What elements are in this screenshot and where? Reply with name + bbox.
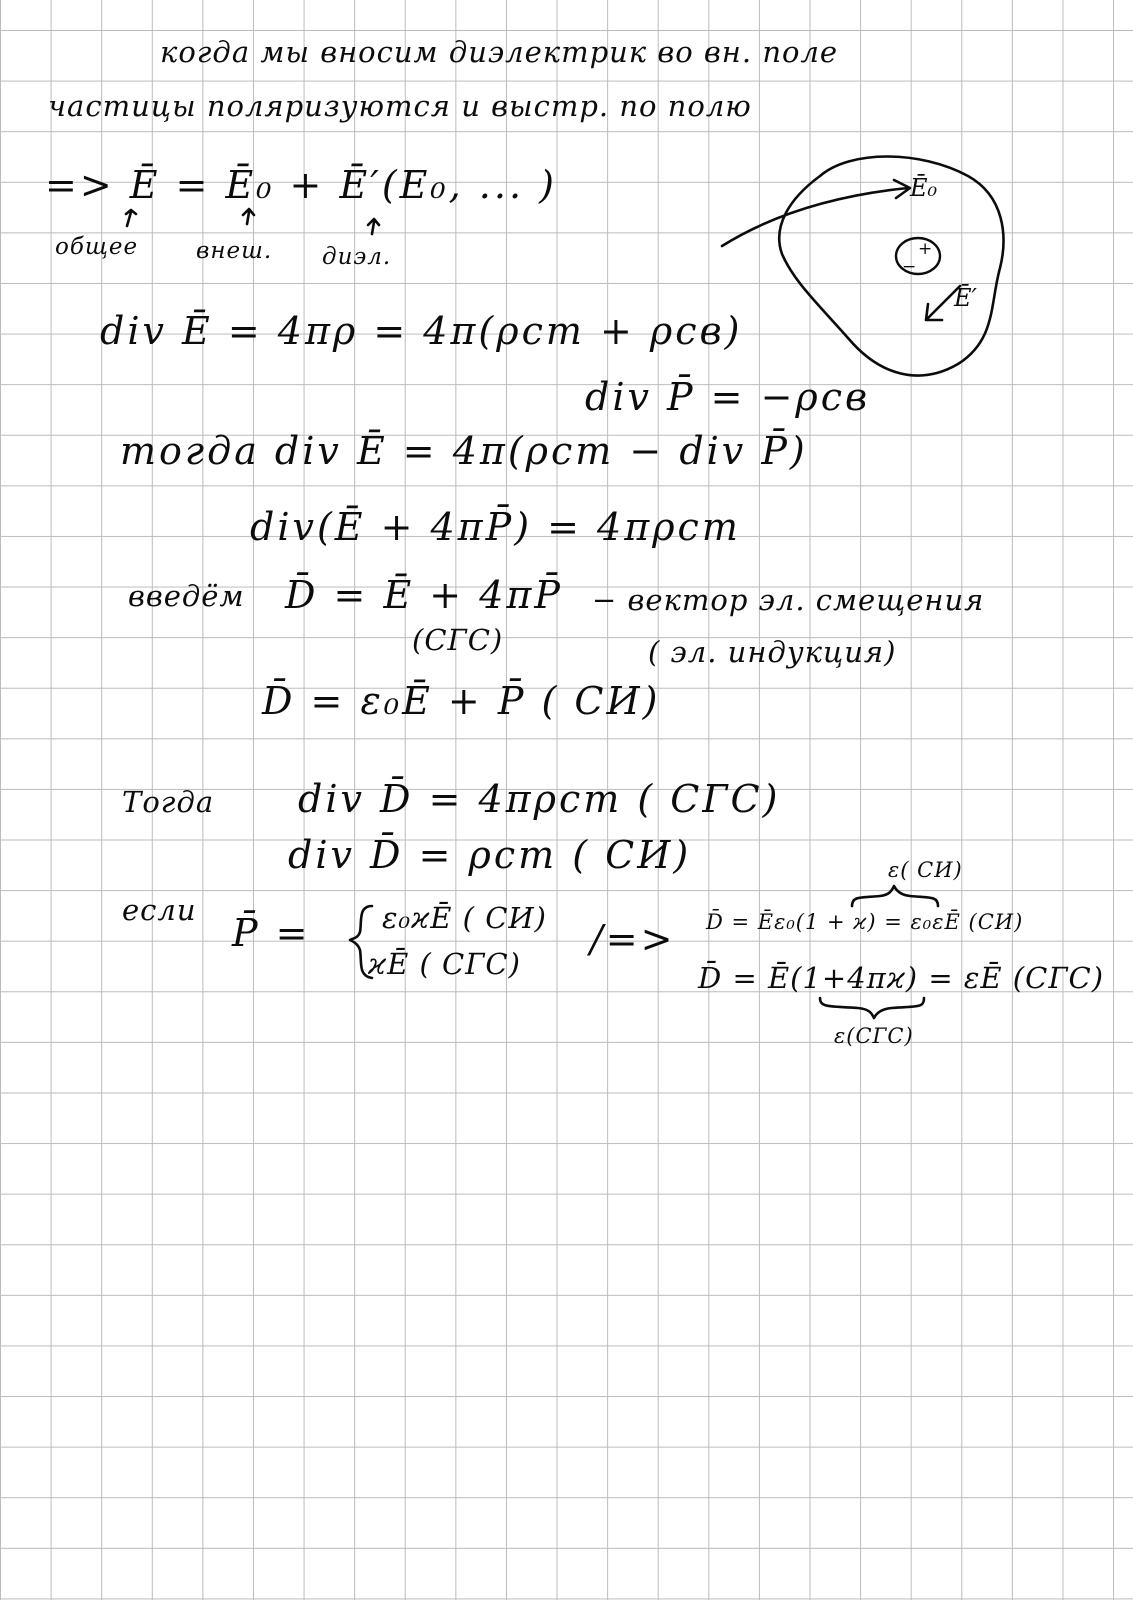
plus-sign: +	[918, 239, 933, 259]
equation-p-cgs: ϰĒ ( СГС)	[368, 947, 521, 981]
text-displacement-vector: − вектор эл. смещения	[592, 583, 985, 617]
equation-div-d-cgs: div D̄ = 4πρст ( СГС)	[298, 777, 781, 821]
label-cgs-1: (СГС)	[412, 623, 504, 657]
label-total: общее	[55, 234, 139, 260]
implication-arrow: /=>	[590, 917, 676, 961]
equation-p-lhs: P̄ =	[232, 911, 311, 955]
overbrace-si	[852, 886, 938, 906]
field-line-e0	[722, 180, 910, 246]
eprime-label: Ē′	[954, 284, 977, 312]
equation-div-p: div P̄ = −ρсв	[585, 375, 871, 419]
equation-div-d-si: div D̄ = ρст ( СИ)	[288, 833, 692, 877]
equation-div-e-substituted: тогда div Ē = 4π(ρст − div P̄)	[120, 429, 808, 473]
equation-field-superposition: => Ē = Ē₀ + Ē′(E₀, ... )	[45, 163, 557, 207]
text-electric-induction: ( эл. индукция)	[648, 635, 897, 669]
equation-d-definition-si: D̄ = ε₀Ē + P̄ ( СИ)	[262, 679, 661, 723]
equation-div-e-plus-p: div(Ē + 4πP̄) = 4πρст	[250, 505, 741, 549]
equation-div-e: div Ē = 4πρ = 4π(ρст + ρсв)	[100, 309, 743, 353]
equation-p-si: ε₀ϰĒ ( СИ)	[382, 901, 547, 935]
minus-sign: −	[902, 257, 917, 277]
underbrace-cgs	[820, 998, 924, 1018]
equation-d-result-si: D̄ = Ēε₀(1 + ϰ) = ε₀εĒ (СИ)	[706, 910, 1024, 934]
pointer-arrows	[126, 209, 379, 234]
label-epsilon-cgs: ε(СГС)	[834, 1024, 914, 1048]
label-external: внеш.	[196, 238, 273, 264]
equation-d-result-cgs: D̄ = Ē(1+4πϰ) = εĒ (СГС)	[698, 961, 1105, 995]
label-dielectric: диэл.	[322, 244, 392, 270]
text-line-2: частицы поляризуются и выстр. по полю	[48, 89, 752, 123]
text-line-1: когда мы вносим диэлектрик во вн. поле	[160, 35, 839, 69]
curly-brace	[350, 906, 372, 978]
word-then: Тогда	[122, 785, 215, 819]
equation-d-definition-cgs: D̄ = Ē + 4πP̄	[285, 573, 563, 617]
word-introduce: введём	[128, 579, 245, 613]
label-epsilon-si: ε( СИ)	[888, 858, 963, 882]
word-if: если	[122, 893, 197, 927]
e0-label: Ē₀	[910, 174, 938, 202]
